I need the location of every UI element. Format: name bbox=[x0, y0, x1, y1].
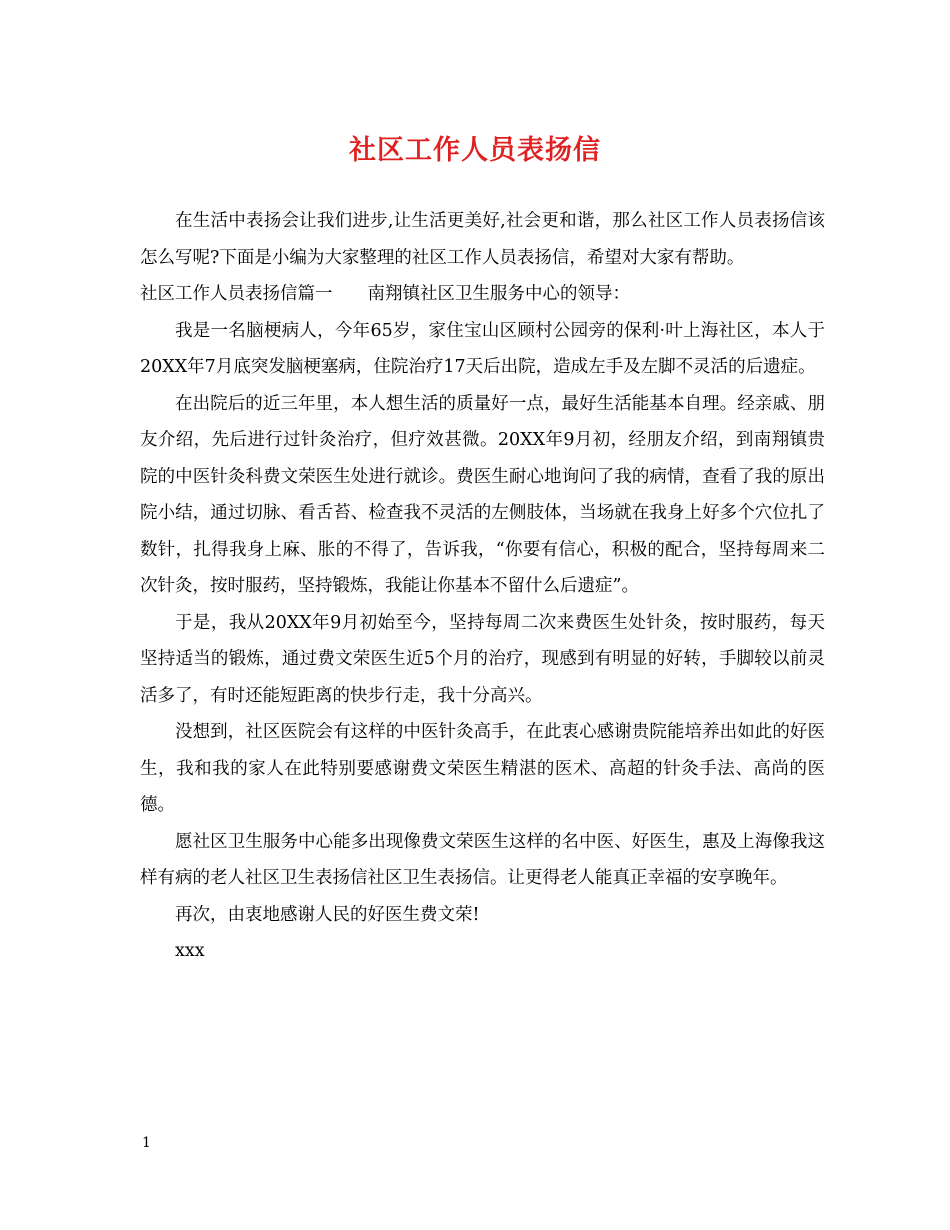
closing-paragraph: 再次，由衷地感谢人民的好医生费文荣! bbox=[175, 904, 480, 925]
body-paragraph-3: 于是，我从20XX年9月初始至今，坚持每周二次来费医生处针灸，按时服药，每天坚持适当的锻炼，通过费文荣医生近5个月的治疗，现感到有明显的好转，手脚较以前灵活多了，有时还能短距离的快步行走，我十分高兴。 bbox=[140, 612, 825, 706]
body-paragraph-1: 我是一名脑梗病人，今年65岁，家住宝山区顾村公园旁的保利·叶上海社区，本人于20XX年7月底突发脑梗塞病，住院治疗17天后出院，造成左手及左脚不灵活的后遗症。 bbox=[140, 320, 825, 377]
body-paragraph-5: 愿社区卫生服务中心能多出现像费文荣医生这样的名中医、好医生，惠及上海像我这样有病的老人社区卫生表扬信社区卫生表扬信。让更得老人能真正幸福的安享晚年。 bbox=[140, 831, 825, 888]
body-paragraph-2: 在出院后的近三年里，本人想生活的质量好一点，最好生活能基本自理。经亲戚、朋友介绍，先后进行过针灸治疗，但疗效甚微。20XX年9月初，经朋友介绍，到南翔镇贵院的中医针灸科费文荣医生处进行就诊。费医生耐心地询问了我的病情，查看了我的原出院小结，通过切脉、看舌苔、检查我不灵活的左侧肢体，当场就在我身上好多个穴位扎了数针，扎得我身上麻、胀的不得了，告诉我，“你要有信心，积极的配合，坚持每周来二次针灸，按时服药，坚持锻炼，我能让你基本不留什么后遗症”。 bbox=[140, 393, 825, 596]
body-paragraph-4: 没想到，社区医院会有这样的中医针灸高手，在此衷心感谢贵院能培养出如此的好医生，我和我的家人在此特别要感谢费文荣医生精湛的医术、高超的针灸手法、高尚的医德。 bbox=[140, 722, 825, 815]
signature: xxx bbox=[175, 941, 205, 961]
letter-heading-line: 社区工作人员表扬信篇一 南翔镇社区卫生服务中心的领导： bbox=[140, 284, 630, 304]
page-number: 1 bbox=[142, 1135, 151, 1151]
intro-paragraph: 在生活中表扬会让我们进步,让生活更美好,社会更和谐，那么社区工作人员表扬信该怎么写呢?下面是小编为大家整理的社区工作人员表扬信，希望对大家有帮助。 bbox=[140, 211, 825, 268]
document-body bbox=[140, 203, 825, 970]
document-title: 社区工作人员表扬信 bbox=[349, 135, 601, 166]
